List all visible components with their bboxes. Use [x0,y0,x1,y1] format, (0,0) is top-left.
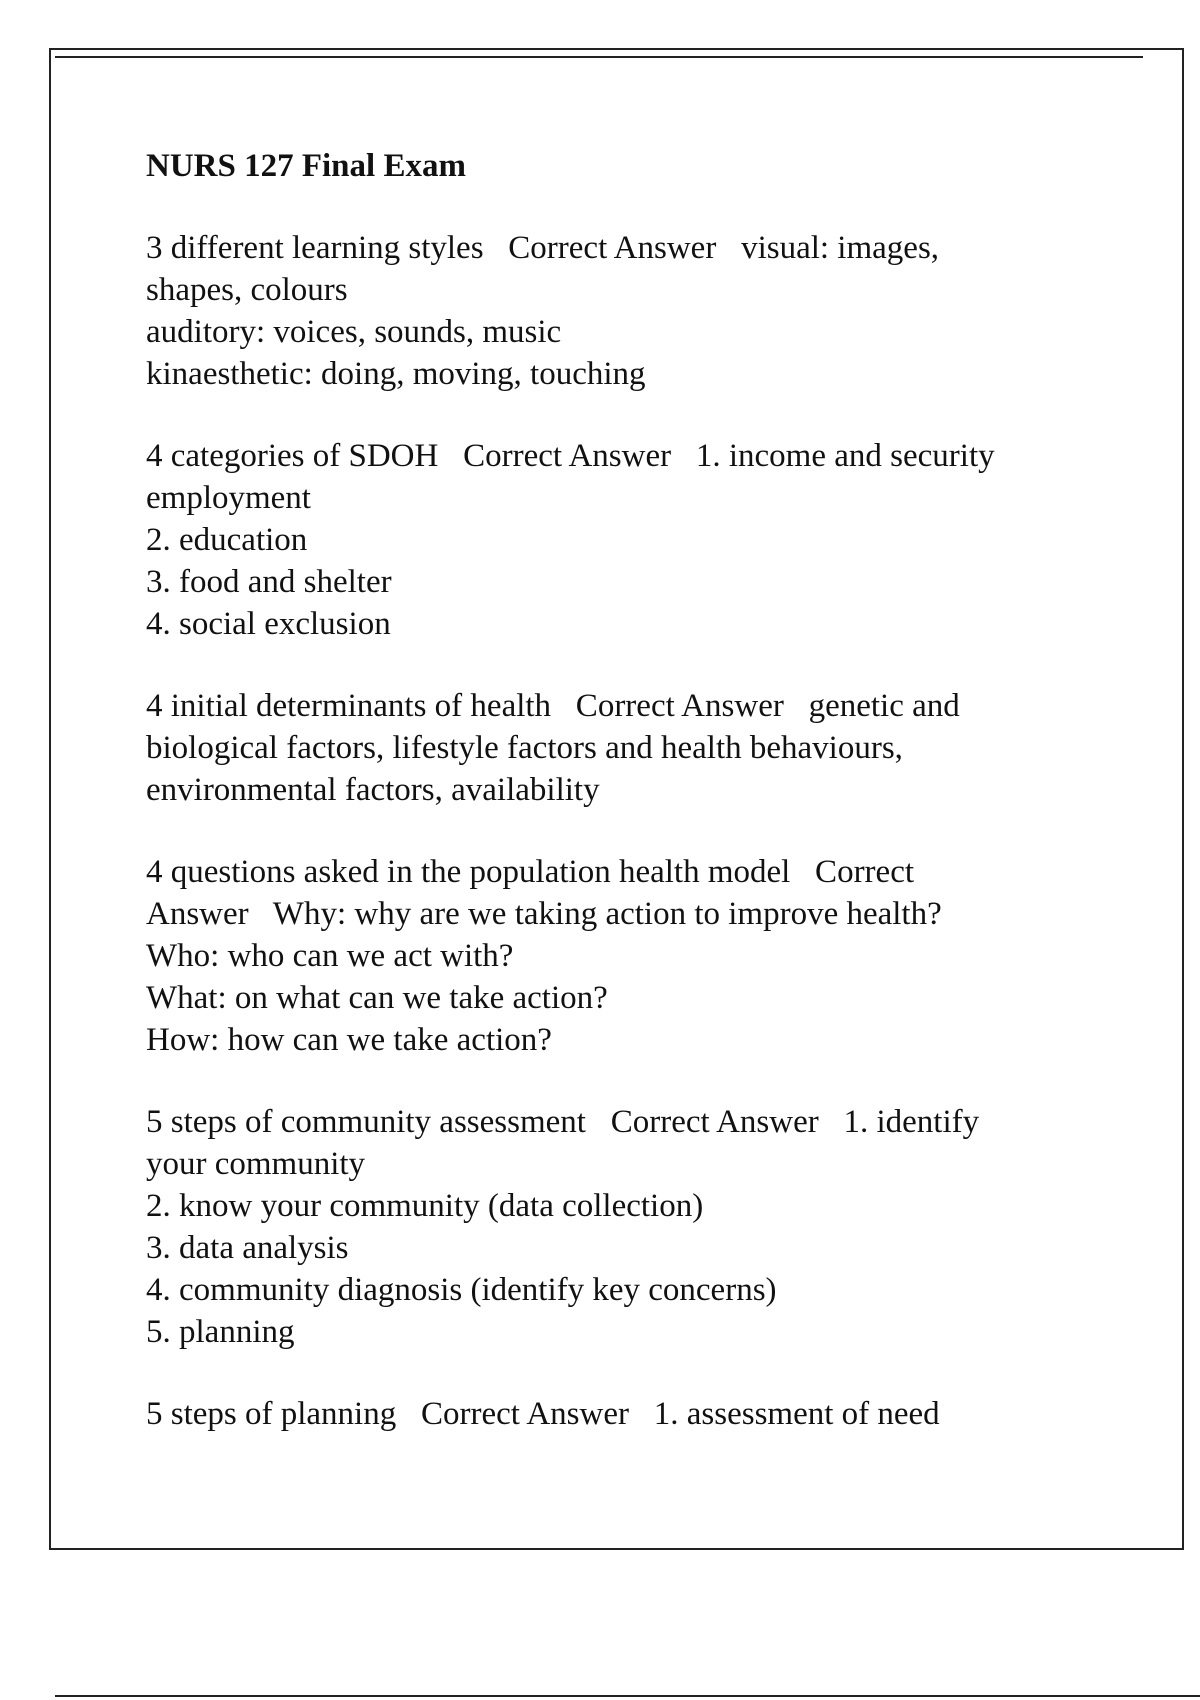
top-rule [55,56,1143,58]
entry-line: What: on what can we take action? [146,980,608,1016]
entry-line: Who: who can we act with? [146,938,514,974]
qa-entry-sdoh-categories [146,435,1096,645]
entry-line: 5 steps of community assessment Correct Answer 1. identify [146,1104,980,1140]
qa-entry-determinants-of-health [146,685,1096,811]
entry-line: employment [146,480,311,516]
entry-line: auditory: voices, sounds, music [146,314,562,350]
entry-line: 5 steps of planning Correct Answer 1. assessment of need [146,1396,940,1432]
qa-entry-planning-steps [146,1393,1096,1435]
entry-line: 4. community diagnosis (identify key concerns) [146,1272,777,1308]
entry-line: How: how can we take action? [146,1022,552,1058]
entry-line: your community [146,1146,366,1182]
qa-entry-population-health-model [146,851,1096,1061]
entry-line: 4 initial determinants of health Correct Answer genetic and [146,688,960,724]
entry-line: 3. data analysis [146,1230,349,1266]
entry-line: 3. food and shelter [146,564,392,600]
entry-line: 4 categories of SDOH Correct Answer 1. income and security [146,438,995,474]
entry-line: 2. know your community (data collection) [146,1188,704,1224]
entry-line: 4 questions asked in the population health model Correct [146,854,915,890]
entry-line: 2. education [146,522,308,558]
qa-entry-learning-styles [146,227,1096,395]
entry-line: environmental factors, availability [146,772,600,808]
qa-entry-community-assessment [146,1101,1096,1353]
entry-line: 3 different learning styles Correct Answer visual: images, [146,230,940,266]
bottom-rule [55,1695,1200,1697]
entry-line: biological factors, lifestyle factors and health behaviours, [146,730,903,766]
entry-line: 4. social exclusion [146,606,391,642]
document-body [146,145,1096,1475]
document-title: NURS 127 Final Exam [146,148,466,184]
entry-line: 5. planning [146,1314,295,1350]
entry-line: kinaesthetic: doing, moving, touching [146,356,646,392]
entry-line: shapes, colours [146,272,348,308]
entry-line: Answer Why: why are we taking action to improve health? [146,896,942,932]
